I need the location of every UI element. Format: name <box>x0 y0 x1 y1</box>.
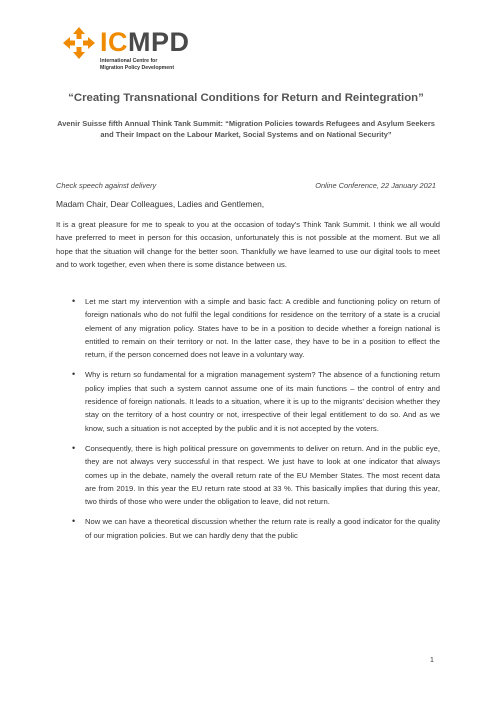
bullet-icon: • <box>72 442 76 453</box>
speech-subtitle: Avenir Suisse fifth Annual Think Tank Summit: “Migration Policies towards Refugees and Asylum Seekers and Their Impact on the Labour Market, Social Systems and on National Security” <box>57 119 435 139</box>
logo-wordmark <box>100 27 190 57</box>
bullet-icon: • <box>72 296 76 306</box>
organization-name <box>100 58 174 72</box>
org-line-2: Migration Policy Development <box>100 65 175 71</box>
compass-arrows-icon <box>62 26 96 60</box>
list-item-text: Why is return so fundamental for a migration management system? The absence of a functioning return policy implies that such a system cannot assume one of its main functions – the control of entry and residence of foreign nationals. It leads to a situation, where it is up to the migrants’ decision whether they stay on the territory of a host country or not, irrespective of their legal entitlement to do so. And as we know, such a situation is not accepted by the public and it is not accepted by the voters. <box>85 370 440 433</box>
logo-word-ic: IC <box>100 27 128 57</box>
list-item-text: Now we can have a theoretical discussion whether the return rate is really a good indicator for the quality of our migration policies. But we can hardly deny that the public <box>85 517 440 540</box>
list-item-text: Consequently, there is high political pressure on governments to deliver on return. And in the public eye, they are not always very successful in that respect. We just have to look at one indicator that always comes up in the debate, namely the overall return rate of the EU Member States. The most recent data are from 2019. In this year the EU return rate stood at 33 %. This basically implies that during this year, two thirds of those who were under the obligation to leave, did not return. <box>85 443 440 507</box>
conference-date: Online Conference, 22 January 2021 <box>315 181 436 190</box>
greeting: Madam Chair, Dear Colleagues, Ladies and Gentlemen, <box>56 199 265 209</box>
list-item <box>56 515 440 542</box>
icmpd-logo <box>62 24 282 74</box>
org-line-1: International Centre for <box>100 58 158 64</box>
list-item-text: Let me start my intervention with a simple and basic fact: A credible and functioning policy on return of foreign nationals who do not fulfil the legal conditions for residence on the territory of a state is a crucial element of any migration policy. States have to be in a position to decide whether a foreign national is entitled to remain on their territory or not. In the latter case, they have to be in a position to effect the return, if the person concerned does not leave in a voluntary way. <box>85 297 440 360</box>
intro-paragraph: It is a great pleasure for me to speak to you at the occasion of today’s Think Tank Summit. I think we all would have preferred to meet in person for this occasion, unfortunately this is not possible at the moment. But we all hope that the situation will change for the better soon. Thankfully we have learned to use our digital tools to meet and to work together, even when there is some distance between us. <box>56 220 440 269</box>
delivery-note: Check speech against delivery <box>56 181 157 190</box>
speech-title: “Creating Transnational Conditions for Return and Reintegration” <box>68 92 424 104</box>
list-item <box>56 368 440 434</box>
bullet-icon: • <box>72 369 76 380</box>
bullet-icon: • <box>72 516 76 527</box>
page-number: 1 <box>430 657 434 664</box>
list-item <box>56 295 440 361</box>
logo-word-mpd: MPD <box>128 27 190 57</box>
bullet-list <box>56 295 440 542</box>
list-item <box>56 442 440 508</box>
speech-meta <box>56 181 436 190</box>
